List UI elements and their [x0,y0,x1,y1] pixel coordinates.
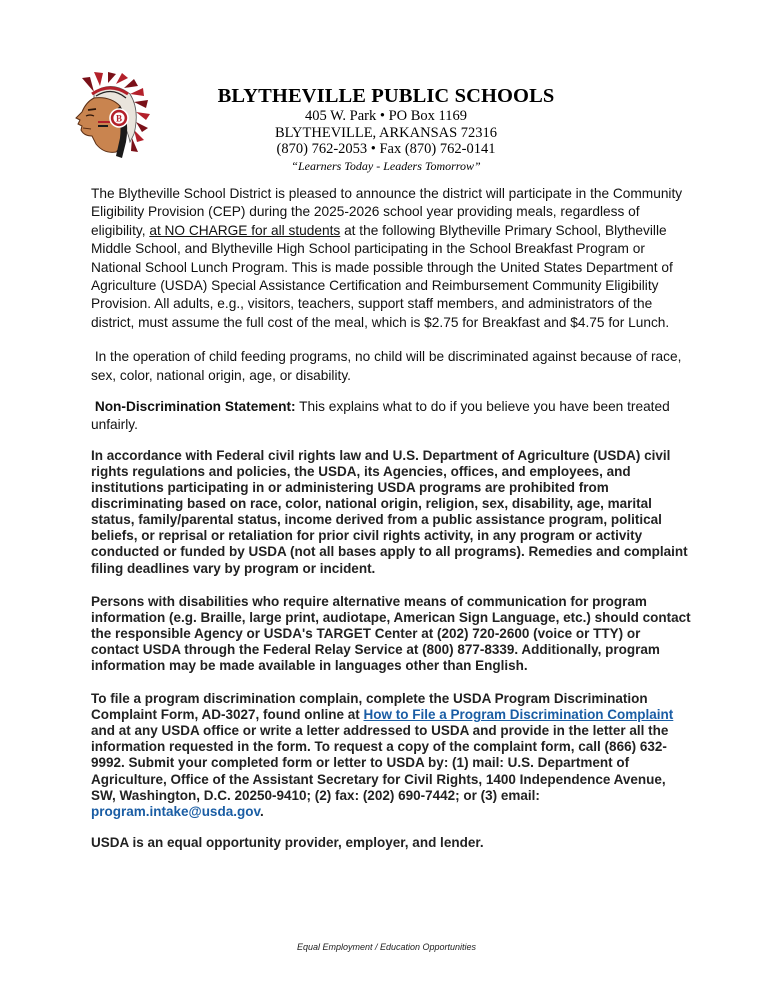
complaint-text-2: and at any USDA office or write a letter addressed to USDA and provide in the letter all the information requested in the form. To request a copy of the complaint form, call (866) 632-9992. Submit your completed form or letter to USDA by: (1) mail: U.S. Department of Agriculture, Office of the Assistant Secretary for Civil Rights, 1400 Independence Avenue, SW, Washington, D.C. 20250-9410; (2) fax: (202) 690-7442; or (3) email: [91,723,669,803]
civil-rights-paragraph: In accordance with Federal civil rights law and U.S. Department of Agriculture (USDA) civil rights regulations and policies, the USDA, its Agencies, offices, and employees, and institutions participating in or administering USDA programs are prohibited from discriminating based on race, color, national origin, religion, sex, disability, age, marital status, family/parental status, income derived from a public assistance program, political beliefs, or reprisal or retaliation for prior civil rights activity, in any program or activity conducted or funded by USDA (not all bases apply to all programs). Remedies and complaint filing deadlines vary by program or incident. [91,447,688,576]
feeding-paragraph [91,348,691,385]
city-line: BLYTHEVILLE, ARKANSAS 72316 [274,124,498,141]
intro-text-1: The Blytheville School District is pleased to announce the district will participate in the Community Eligibility Provision (CEP) during the 2025-2026 school year providing meals, regardless of eligibility, [91,186,683,238]
address-line: 405 W. Park • PO Box 1169 [304,108,468,124]
complaint-text-end: . [259,803,264,819]
letter-body [91,185,691,851]
medallion-icon [110,109,128,127]
intro-paragraph [91,185,691,332]
complaint-text-1: To file a program discrimination complain, complete the USDA Program Discrimination Complaint Form, AD-3027, found online at [91,691,648,723]
complaint-form-link[interactable]: How to File a Program Discrimination Complaint [363,707,674,723]
motto: “Learners Today - Leaders Tomorrow” [291,158,481,173]
nondiscrimination-text: This explains what to do if you believe you have been treated unfairly. [91,399,670,433]
nondiscrimination-label: Non-Discrimination Statement: [94,399,296,415]
complaint-paragraph [91,691,691,820]
no-charge-emphasis: at NO CHARGE for all students [149,222,341,238]
feeding-text: In the operation of child feeding programs, no child will be discriminated against because of race, sex, color, national origin, age, or disability. [91,349,682,383]
medallion-letter: B [115,113,123,124]
school-name: BLYTHEVILLE PUBLIC SCHOOLS [217,85,555,107]
intro-text-2: at the following Blytheville Primary School, Blytheville Middle School, and Blytheville High School participating in the School Breakfast Program or National School Lunch Program. This is made possible through the United States Department of Agriculture (USDA) Special Assistance Certification and Reimbursement Community Eligibility Provision. All adults, e.g., visitors, teachers, support staff members, and administrators of the district, must assume the full cost of the meal, which is $2.75 for Breakfast and $4.75 for Lunch. [91,222,673,330]
nondiscrimination-paragraph [91,398,691,435]
letterhead [150,84,622,173]
footer-note: Equal Employment / Education Opportunities [296,942,477,952]
usda-email-link[interactable]: program.intake@usda.gov [91,803,260,819]
equal-opportunity-statement: USDA is an equal opportunity provider, employer, and lender. [91,834,484,850]
phone-line: (870) 762-2053 • Fax (870) 762-0141 [276,141,496,158]
disabilities-paragraph: Persons with disabilities who require alternative means of communication for program information (e.g. Braille, large print, audiotape, American Sign Language, etc.) should contact the responsible Agency or USDA's TARGET Center at (202) 720-2600 (voice or TTY) or contact USDA through the Federal Relay Service at (800) 877-8339. Additionally, program information may be made available in languages other than English. [91,593,691,673]
school-logo-icon [64,72,156,164]
